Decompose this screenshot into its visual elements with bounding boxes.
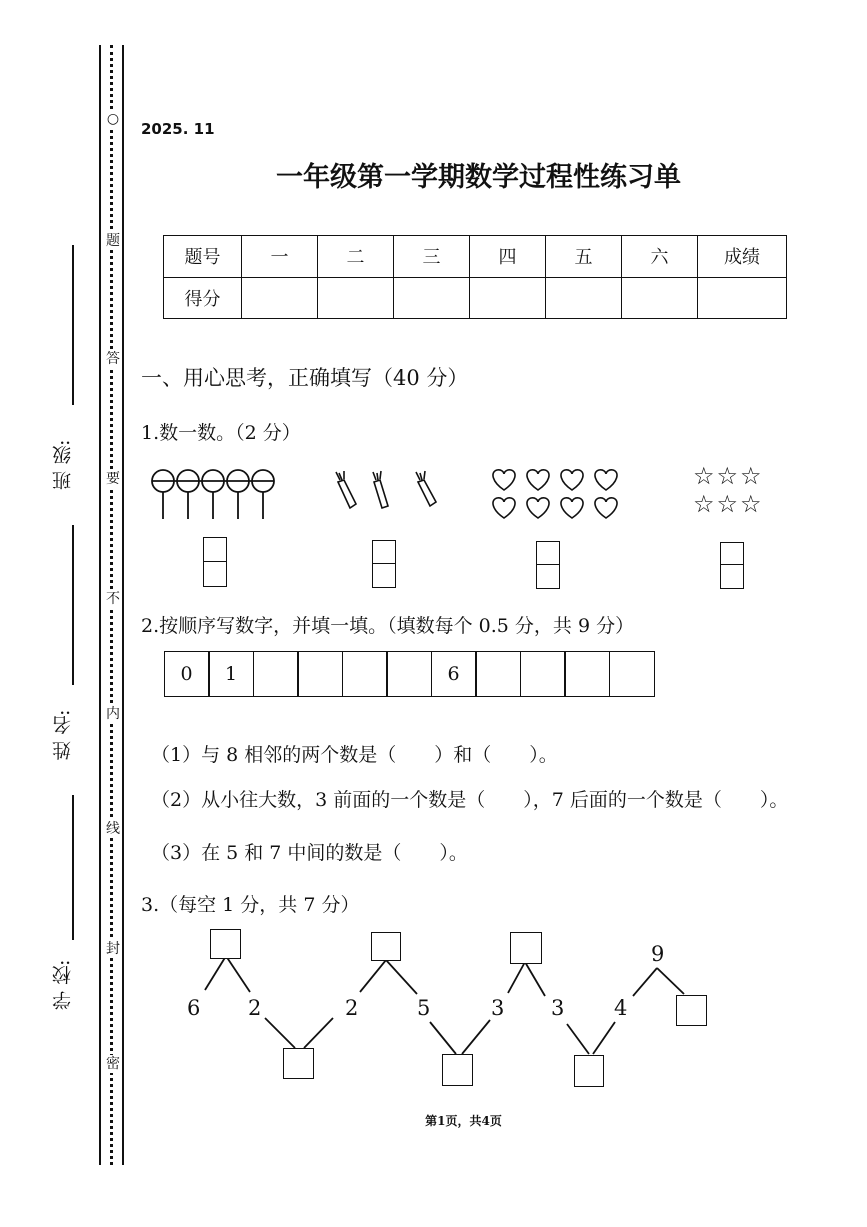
stars-icon: ☆☆☆ ☆☆☆ bbox=[693, 462, 764, 518]
score-row-label: 得分 bbox=[164, 277, 242, 319]
page-footer: 第1页，共4页 bbox=[425, 1114, 502, 1128]
sequence-cell[interactable]: 1 bbox=[208, 651, 254, 697]
q2-title: 2.按顺序写数字，并填一填。（填数每个 0.5 分，共 9 分） bbox=[141, 615, 635, 637]
tree-answer-box[interactable] bbox=[371, 932, 401, 961]
score-header-cell: 六 bbox=[622, 236, 698, 278]
binding-mark-circle: ○ bbox=[104, 110, 122, 128]
binding-mark-bu: 不 bbox=[106, 591, 120, 607]
tree-number: 3 bbox=[551, 996, 565, 1020]
tree-answer-box[interactable] bbox=[442, 1054, 473, 1086]
class-label: 班 级: bbox=[52, 439, 74, 491]
tree-number: 2 bbox=[248, 996, 262, 1020]
score-header-cell: 题号 bbox=[164, 236, 242, 278]
q2-sub2: （2）从小往大数，3 前面的一个数是（ ），7 后面的一个数是（ ）。 bbox=[151, 789, 789, 811]
score-header-cell: 成绩 bbox=[698, 236, 787, 278]
binding-mark-xian: 线 bbox=[106, 821, 120, 837]
sequence-cell[interactable]: 6 bbox=[431, 651, 477, 697]
score-header-cell: 三 bbox=[394, 236, 470, 278]
tree-answer-box[interactable] bbox=[283, 1048, 314, 1079]
score-header-cell: 二 bbox=[318, 236, 394, 278]
score-header-cell: 一 bbox=[242, 236, 318, 278]
tree-answer-box[interactable] bbox=[510, 932, 542, 964]
binding-mark-ti: 题 bbox=[106, 233, 120, 249]
tree-number: 4 bbox=[614, 996, 628, 1020]
q2-sub1: （1）与 8 相邻的两个数是（ ）和（ ）。 bbox=[151, 744, 558, 766]
tree-answer-box[interactable] bbox=[676, 995, 707, 1026]
tree-answer-box[interactable] bbox=[574, 1055, 604, 1087]
exam-date: 2025. 11 bbox=[141, 120, 215, 138]
tree-number: 9 bbox=[651, 942, 665, 966]
q1-title: 1.数一数。（2 分） bbox=[141, 422, 301, 444]
name-label: 姓 名: bbox=[52, 709, 74, 761]
score-header-cell: 五 bbox=[546, 236, 622, 278]
q3-title: 3.（每空 1 分，共 7 分） bbox=[141, 894, 360, 916]
tree-number: 6 bbox=[187, 996, 201, 1020]
binding-mark-da: 答 bbox=[106, 351, 120, 367]
tree-number: 2 bbox=[345, 996, 359, 1020]
tree-answer-box[interactable] bbox=[210, 929, 241, 959]
binding-mark-mi: 密 bbox=[106, 1056, 120, 1072]
tree-number: 3 bbox=[491, 996, 505, 1020]
binding-mark-feng: 封 bbox=[106, 941, 120, 957]
page-title: 一年级第一学期数学过程性练习单 bbox=[276, 162, 681, 193]
q2-sub3: （3）在 5 和 7 中间的数是（ ）。 bbox=[151, 842, 468, 864]
tree-number: 5 bbox=[417, 996, 431, 1020]
sequence-cell[interactable]: 0 bbox=[164, 651, 210, 697]
score-header-cell: 四 bbox=[470, 236, 546, 278]
school-label: 学 校: bbox=[52, 959, 74, 1011]
binding-mark-yao: 要 bbox=[106, 471, 120, 487]
binding-mark-nei: 内 bbox=[106, 706, 120, 722]
section-heading: 一、用心思考，正确填写（40 分） bbox=[141, 366, 469, 390]
